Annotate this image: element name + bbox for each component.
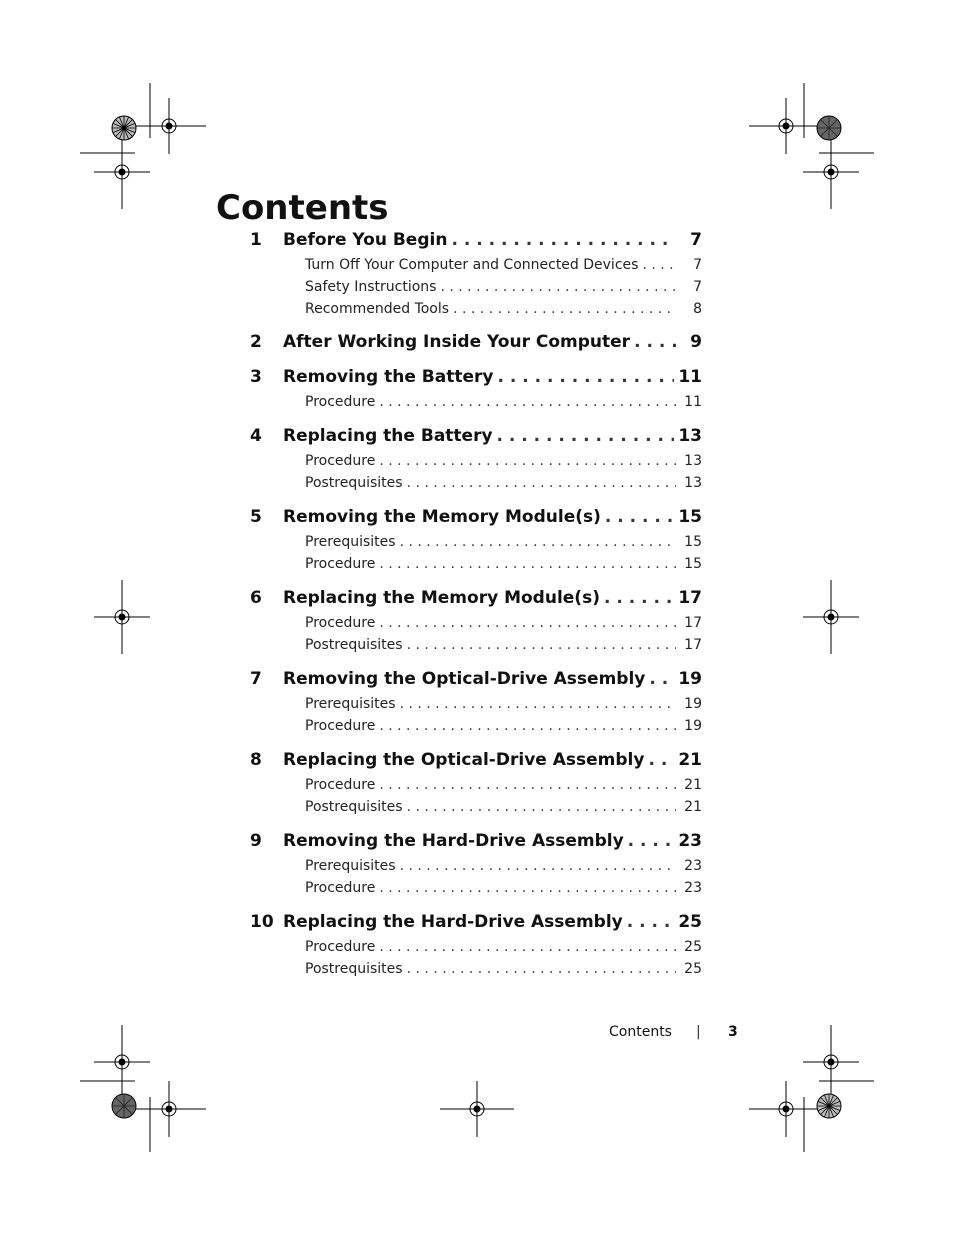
section-page-number: 21 <box>684 799 702 815</box>
dot-leader <box>379 453 676 469</box>
dot-leader <box>379 615 676 631</box>
chapter-title: Replacing the Optical-Drive Assembly <box>283 750 645 770</box>
toc-chapter-entry[interactable] <box>250 230 702 256</box>
section-page-number: 21 <box>684 777 702 793</box>
chapter-number: 10 <box>250 912 274 932</box>
section-title: Postrequisites <box>305 637 403 653</box>
chapter-page-number: 11 <box>678 367 702 387</box>
toc-section-entry[interactable] <box>250 534 702 556</box>
section-title: Procedure <box>305 777 376 793</box>
section-page-number: 25 <box>684 961 702 977</box>
chapter-page-number: 15 <box>678 507 702 527</box>
toc-chapter-entry[interactable] <box>250 912 702 938</box>
dot-leader <box>379 777 676 793</box>
registration-target <box>94 580 150 654</box>
star-target <box>817 1094 841 1118</box>
dot-leader <box>379 394 676 410</box>
toc-section-entry[interactable] <box>250 453 702 475</box>
section-title: Turn Off Your Computer and Connected Devices <box>305 257 639 273</box>
dot-leader <box>400 534 676 550</box>
chapter-page-number: 13 <box>678 426 702 446</box>
dot-leader <box>440 279 676 295</box>
star-target <box>817 116 841 140</box>
dot-leader <box>407 961 676 977</box>
registration-target <box>803 1025 859 1099</box>
section-title: Prerequisites <box>305 696 396 712</box>
chapter-number: 3 <box>250 367 262 387</box>
section-page-number: 13 <box>684 475 702 491</box>
section-page-number: 17 <box>684 615 702 631</box>
chapter-page-number: 25 <box>678 912 702 932</box>
chapter-title: Before You Begin <box>283 230 448 250</box>
chapter-number: 2 <box>250 332 262 352</box>
chapter-title: Replacing the Hard-Drive Assembly <box>283 912 623 932</box>
dot-leader <box>642 257 676 273</box>
registration-target <box>94 1025 150 1099</box>
chapter-number: 6 <box>250 588 262 608</box>
dot-leader <box>400 858 676 874</box>
toc-section-entry[interactable] <box>250 777 702 799</box>
chapter-page-number: 21 <box>678 750 702 770</box>
section-page-number: 23 <box>684 858 702 874</box>
toc-chapter-entry[interactable] <box>250 588 702 614</box>
dot-leader <box>379 556 676 572</box>
chapter-number: 5 <box>250 507 262 527</box>
section-title: Procedure <box>305 394 376 410</box>
chapter-page-number: 19 <box>678 669 702 689</box>
section-page-number: 19 <box>684 696 702 712</box>
footer-separator: | <box>696 1024 701 1040</box>
section-title: Postrequisites <box>305 961 403 977</box>
dot-leader <box>407 799 676 815</box>
section-page-number: 17 <box>684 637 702 653</box>
registration-target <box>440 1081 514 1137</box>
dot-leader <box>407 637 676 653</box>
chapter-page-number: 7 <box>690 230 702 250</box>
toc-chapter-entry[interactable] <box>250 669 702 695</box>
dot-leader <box>379 718 676 734</box>
chapter-title: Removing the Optical-Drive Assembly <box>283 669 646 689</box>
section-title: Prerequisites <box>305 534 396 550</box>
dot-leader <box>453 301 676 317</box>
toc-section-entry[interactable] <box>250 556 702 578</box>
toc-section-entry[interactable] <box>250 475 702 497</box>
toc-chapter-entry[interactable] <box>250 332 702 358</box>
toc-section-entry[interactable] <box>250 858 702 880</box>
chapter-number: 8 <box>250 750 262 770</box>
dot-leader <box>407 475 676 491</box>
section-page-number: 7 <box>693 279 702 295</box>
section-title: Safety Instructions <box>305 279 437 295</box>
registration-target <box>749 98 823 154</box>
section-title: Postrequisites <box>305 475 403 491</box>
section-title: Postrequisites <box>305 799 403 815</box>
section-title: Procedure <box>305 453 376 469</box>
toc-section-entry[interactable] <box>250 615 702 637</box>
chapter-number: 7 <box>250 669 262 689</box>
section-page-number: 15 <box>684 556 702 572</box>
toc-section-entry[interactable] <box>250 799 702 821</box>
chapter-page-number: 9 <box>690 332 702 352</box>
toc-section-entry[interactable] <box>250 718 702 740</box>
section-title: Procedure <box>305 880 376 896</box>
section-page-number: 11 <box>684 394 702 410</box>
registration-target <box>132 98 206 154</box>
registration-target <box>94 135 150 209</box>
toc-chapter-entry[interactable] <box>250 831 702 857</box>
chapter-number: 9 <box>250 831 262 851</box>
toc-chapter-entry[interactable] <box>250 426 702 452</box>
dot-leader <box>605 507 674 527</box>
dot-leader <box>634 332 676 352</box>
toc-chapter-entry[interactable] <box>250 367 702 393</box>
dot-leader <box>400 696 676 712</box>
toc-section-entry[interactable] <box>250 880 702 902</box>
section-page-number: 8 <box>693 301 702 317</box>
chapter-title: Replacing the Memory Module(s) <box>283 588 600 608</box>
dot-leader <box>379 939 676 955</box>
footer-label: Contents <box>609 1024 672 1040</box>
dot-leader <box>648 750 674 770</box>
toc-section-entry[interactable] <box>250 257 702 279</box>
chapter-page-number: 23 <box>678 831 702 851</box>
section-page-number: 19 <box>684 718 702 734</box>
section-title: Procedure <box>305 939 376 955</box>
dot-leader <box>497 367 674 387</box>
toc-section-entry[interactable] <box>250 637 702 659</box>
section-page-number: 13 <box>684 453 702 469</box>
section-title: Procedure <box>305 556 376 572</box>
dot-leader <box>379 880 676 896</box>
chapter-title: Replacing the Battery <box>283 426 493 446</box>
section-page-number: 7 <box>693 257 702 273</box>
registration-target <box>749 1081 823 1137</box>
section-page-number: 25 <box>684 939 702 955</box>
toc-section-entry[interactable] <box>250 939 702 961</box>
chapter-title: Removing the Memory Module(s) <box>283 507 601 527</box>
star-target <box>112 116 136 140</box>
dot-leader <box>604 588 674 608</box>
page-number: 3 <box>728 1024 738 1040</box>
toc-section-entry[interactable] <box>250 961 702 983</box>
toc-chapter-entry[interactable] <box>250 750 702 776</box>
dot-leader <box>628 831 675 851</box>
dot-leader <box>497 426 675 446</box>
toc-section-entry[interactable] <box>250 696 702 718</box>
chapter-title: Removing the Hard-Drive Assembly <box>283 831 624 851</box>
section-page-number: 23 <box>684 880 702 896</box>
section-title: Procedure <box>305 718 376 734</box>
section-title: Procedure <box>305 615 376 631</box>
chapter-title: After Working Inside Your Computer <box>283 332 631 352</box>
page-title: Contents <box>216 188 389 228</box>
registration-target <box>132 1081 206 1137</box>
toc-section-entry[interactable] <box>250 279 702 301</box>
chapter-page-number: 17 <box>678 588 702 608</box>
chapter-number: 1 <box>250 230 262 250</box>
registration-target <box>803 135 859 209</box>
section-title: Recommended Tools <box>305 301 450 317</box>
toc-section-entry[interactable] <box>250 301 702 323</box>
section-page-number: 15 <box>684 534 702 550</box>
dot-leader <box>627 912 675 932</box>
dot-leader <box>451 230 676 250</box>
registration-target <box>803 580 859 654</box>
toc-section-entry[interactable] <box>250 394 702 416</box>
chapter-title: Removing the Battery <box>283 367 494 387</box>
section-title: Prerequisites <box>305 858 396 874</box>
chapter-number: 4 <box>250 426 262 446</box>
toc-chapter-entry[interactable] <box>250 507 702 533</box>
star-target <box>112 1094 136 1118</box>
dot-leader <box>649 669 674 689</box>
